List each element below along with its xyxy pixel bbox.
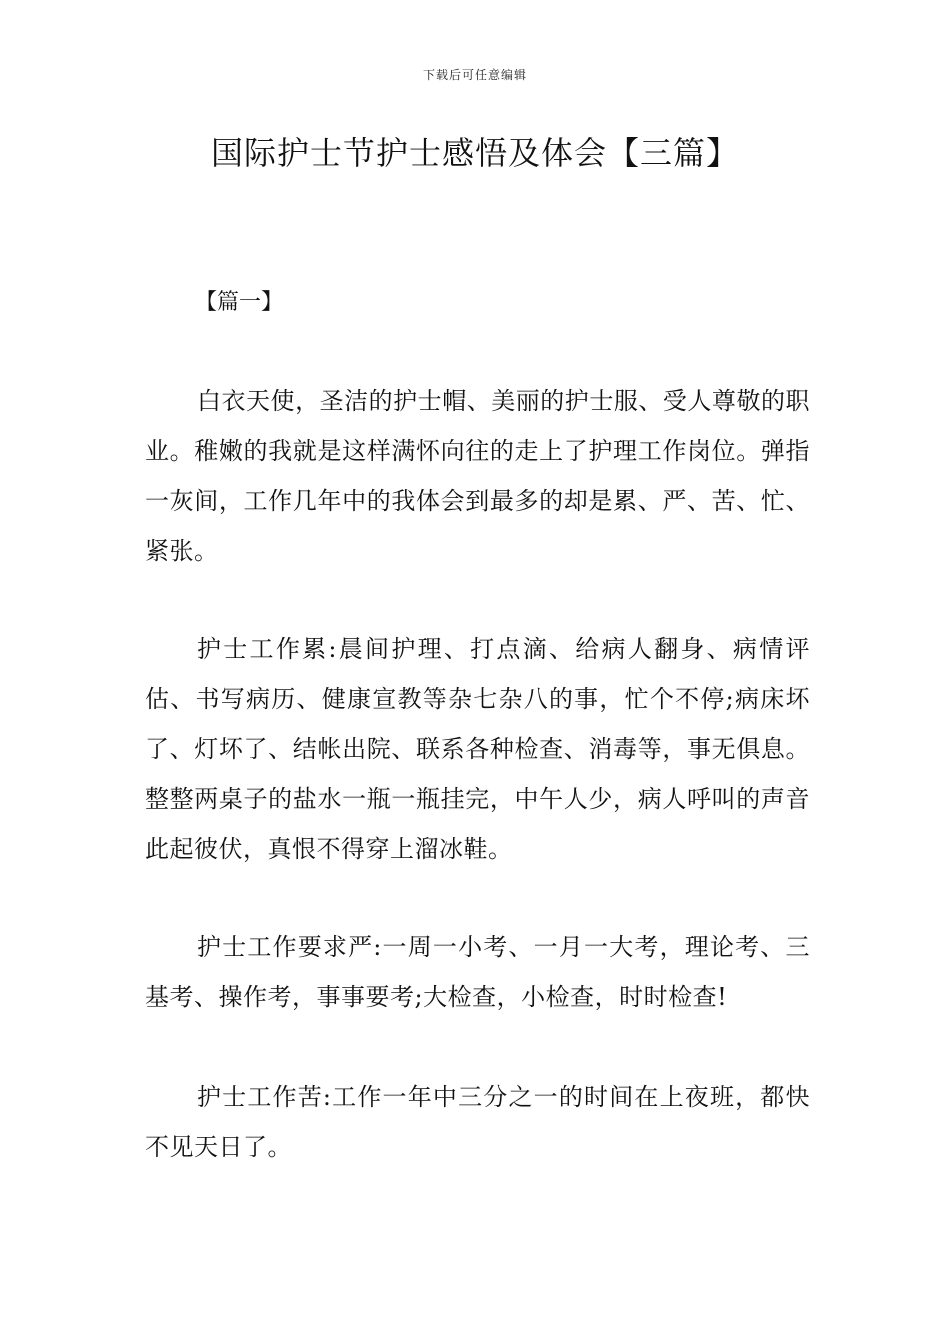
paragraph-2: 护士工作累:晨间护理、打点滴、给病人翻身、病情评估、书写病历、健康宣教等杂七杂八的事，忙个不停;病床坏了、灯坏了、结帐出院、联系各种检查、消毒等，事无俱息。整整两桌子的盐水一瓶一瓶挂完，中午人少，病人呼叫的声音此起彼伏，真恨不得穿上溜冰鞋。 — [145, 635, 810, 863]
paragraph-3: 护士工作要求严:一周一小考、一月一大考，理论考、三基考、操作考，事事要考;大检查，小检查，时时检查! — [145, 933, 810, 1011]
paragraph-4: 护士工作苦:工作一年中三分之一的时间在上夜班，都快不见天日了。 — [145, 1083, 810, 1161]
document-title: 国际护士节护士感悟及体会【三篇】 — [210, 134, 739, 172]
section-heading: 【篇一】 — [195, 290, 284, 315]
header-note: 下载后可任意编辑 — [422, 68, 527, 82]
paragraph-1: 白衣天使，圣洁的护士帽、美丽的护士服、受人尊敬的职业。稚嫩的我就是这样满怀向往的走上了护理工作岗位。弹指一灰间，工作几年中的我体会到最多的却是累、严、苦、忙、紧张。 — [145, 387, 810, 565]
